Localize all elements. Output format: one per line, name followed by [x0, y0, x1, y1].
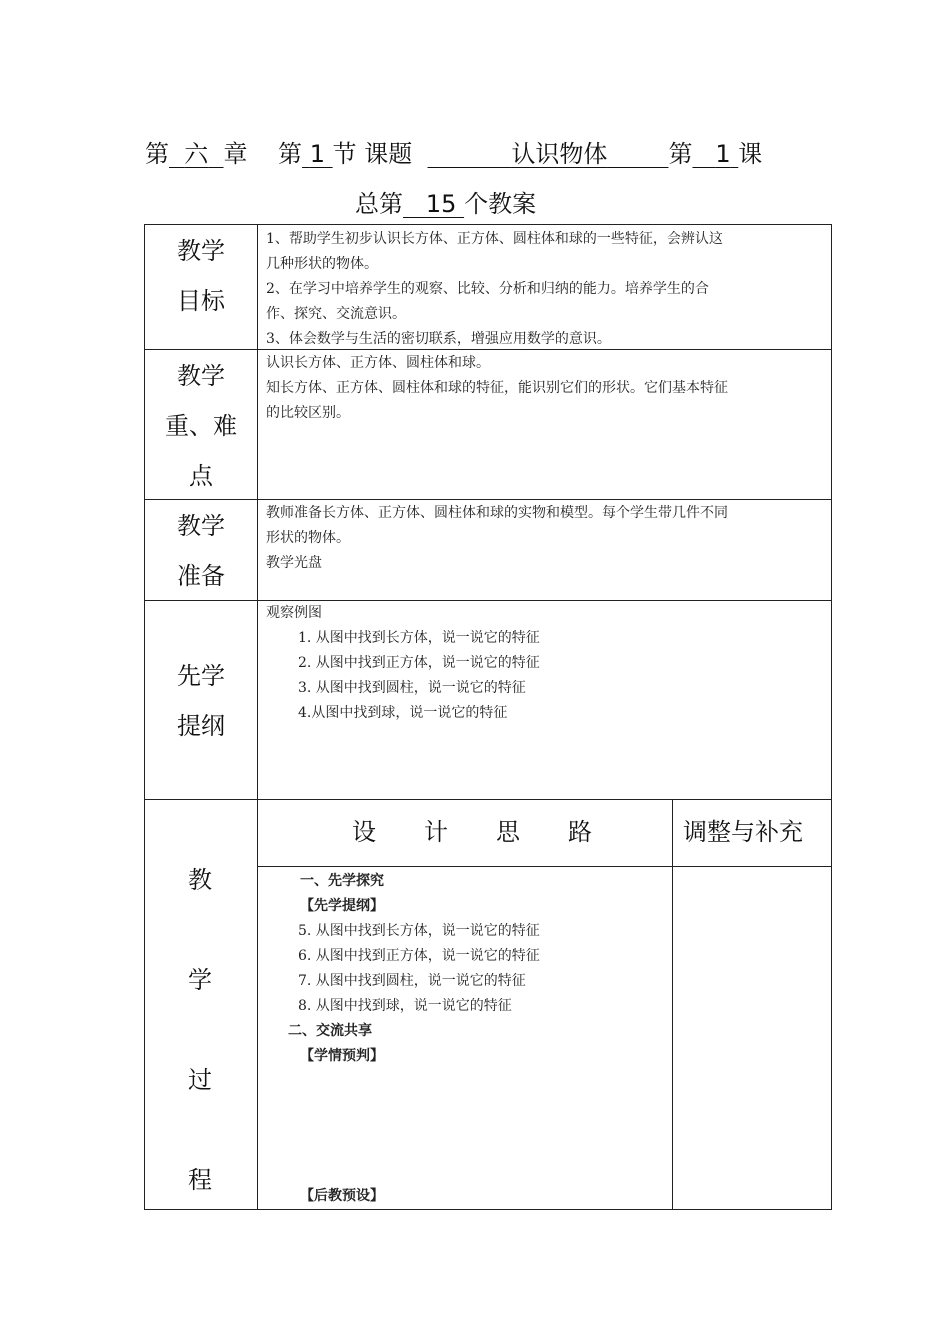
topic-title: 认识物体	[511, 140, 608, 168]
objectives-line: 作、探究、交流意识。	[266, 306, 406, 322]
design-column-header: 设 计 思 路	[352, 818, 592, 846]
process-section-title: 一、先学探究	[300, 873, 384, 889]
process-label-char: 学	[188, 966, 212, 994]
outline-label-line: 先学	[177, 662, 225, 690]
chapter-suffix: 章	[223, 140, 248, 168]
objectives-label	[145, 226, 257, 326]
process-label-char: 教	[188, 866, 212, 894]
process-item: 7. 从图中找到圆柱，说一说它的特征	[298, 973, 526, 989]
objectives-line: 1、帮助学生初步认识长方体、正方体、圆柱体和球的一些特征，会辨认这	[266, 231, 723, 247]
outline-label-line: 提纲	[177, 712, 225, 740]
process-item: 8. 从图中找到球，说一说它的特征	[298, 998, 512, 1014]
objectives-content	[266, 227, 826, 352]
outline-item: 4.从图中找到球，说一说它的特征	[298, 705, 508, 721]
process-item: 5. 从图中找到长方体，说一说它的特征	[298, 923, 540, 939]
key-points-label-line: 点	[189, 462, 213, 490]
key-points-label-line: 教学	[177, 362, 225, 390]
key-points-line: 的比较区别。	[266, 405, 350, 421]
chapter-number: 六	[184, 140, 209, 168]
preparation-line: 形状的物体。	[266, 530, 350, 546]
process-content	[266, 869, 666, 1069]
key-points-line: 认识长方体、正方体、圆柱体和球。	[266, 355, 490, 371]
table-border-top	[144, 224, 832, 225]
objectives-line: 几种形状的物体。	[266, 256, 378, 272]
preparation-label-line: 教学	[177, 512, 225, 540]
outline-intro: 观察例图	[266, 605, 322, 621]
outline-label	[145, 651, 257, 751]
table-border-bottom	[144, 1209, 832, 1210]
lesson-prefix: 第	[668, 140, 693, 168]
process-label-char: 过	[188, 1066, 212, 1094]
total-prefix: 总第	[355, 190, 403, 218]
total-number: 15	[425, 190, 457, 218]
preparation-line: 教师准备长方体、正方体、圆柱体和球的实物和模型。每个学生带几件不同	[266, 505, 728, 521]
outline-content	[266, 601, 826, 726]
section-suffix: 节	[332, 140, 357, 168]
preparation-label-line: 准备	[177, 562, 225, 590]
process-bracket-heading: 【后教预设】	[300, 1188, 384, 1204]
key-points-label-line: 重、难	[165, 412, 237, 440]
outline-item: 2. 从图中找到正方体，说一说它的特征	[298, 655, 540, 671]
key-points-line: 知长方体、正方体、圆柱体和球的特征，能识别它们的形状。它们基本特征	[266, 380, 728, 396]
objectives-line: 3、体会数学与生活的密切联系，增强应用数学的意识。	[266, 331, 611, 347]
preparation-line: 教学光盘	[266, 555, 322, 571]
preparation-label	[145, 501, 257, 601]
chapter-prefix: 第	[145, 140, 169, 168]
preparation-content	[266, 501, 826, 576]
lesson-number: 1	[715, 140, 731, 168]
lesson-suffix: 课	[738, 140, 763, 168]
section-number: 1	[309, 140, 325, 168]
outline-item: 3. 从图中找到圆柱，说一说它的特征	[298, 680, 526, 696]
adjust-column-divider	[672, 799, 673, 1210]
total-suffix: 个教案	[464, 190, 537, 218]
process-label-char: 程	[188, 1166, 212, 1194]
topic-label: 课题	[364, 140, 413, 168]
objectives-label-line: 目标	[177, 287, 225, 315]
process-section-title: 二、交流共享	[288, 1023, 372, 1039]
objectives-label-line: 教学	[177, 237, 225, 265]
row-divider	[144, 799, 832, 800]
process-bracket-heading: 【学情预判】	[300, 1048, 384, 1064]
objectives-line: 2、在学习中培养学生的观察、比较、分析和归纳的能力。培养学生的合	[266, 281, 709, 297]
adjust-column-header: 调整与补充	[683, 818, 803, 846]
label-column-divider	[257, 224, 258, 1210]
process-bracket-heading: 【先学提纲】	[300, 898, 384, 914]
key-points-content	[266, 351, 826, 426]
lesson-header	[145, 134, 762, 169]
process-header-divider	[257, 866, 832, 867]
total-plan-count	[355, 184, 536, 219]
section-prefix: 第	[278, 140, 303, 168]
table-border-right	[831, 224, 832, 1210]
process-item: 6. 从图中找到正方体，说一说它的特征	[298, 948, 540, 964]
key-points-label	[145, 351, 257, 501]
outline-item: 1. 从图中找到长方体，说一说它的特征	[298, 630, 540, 646]
